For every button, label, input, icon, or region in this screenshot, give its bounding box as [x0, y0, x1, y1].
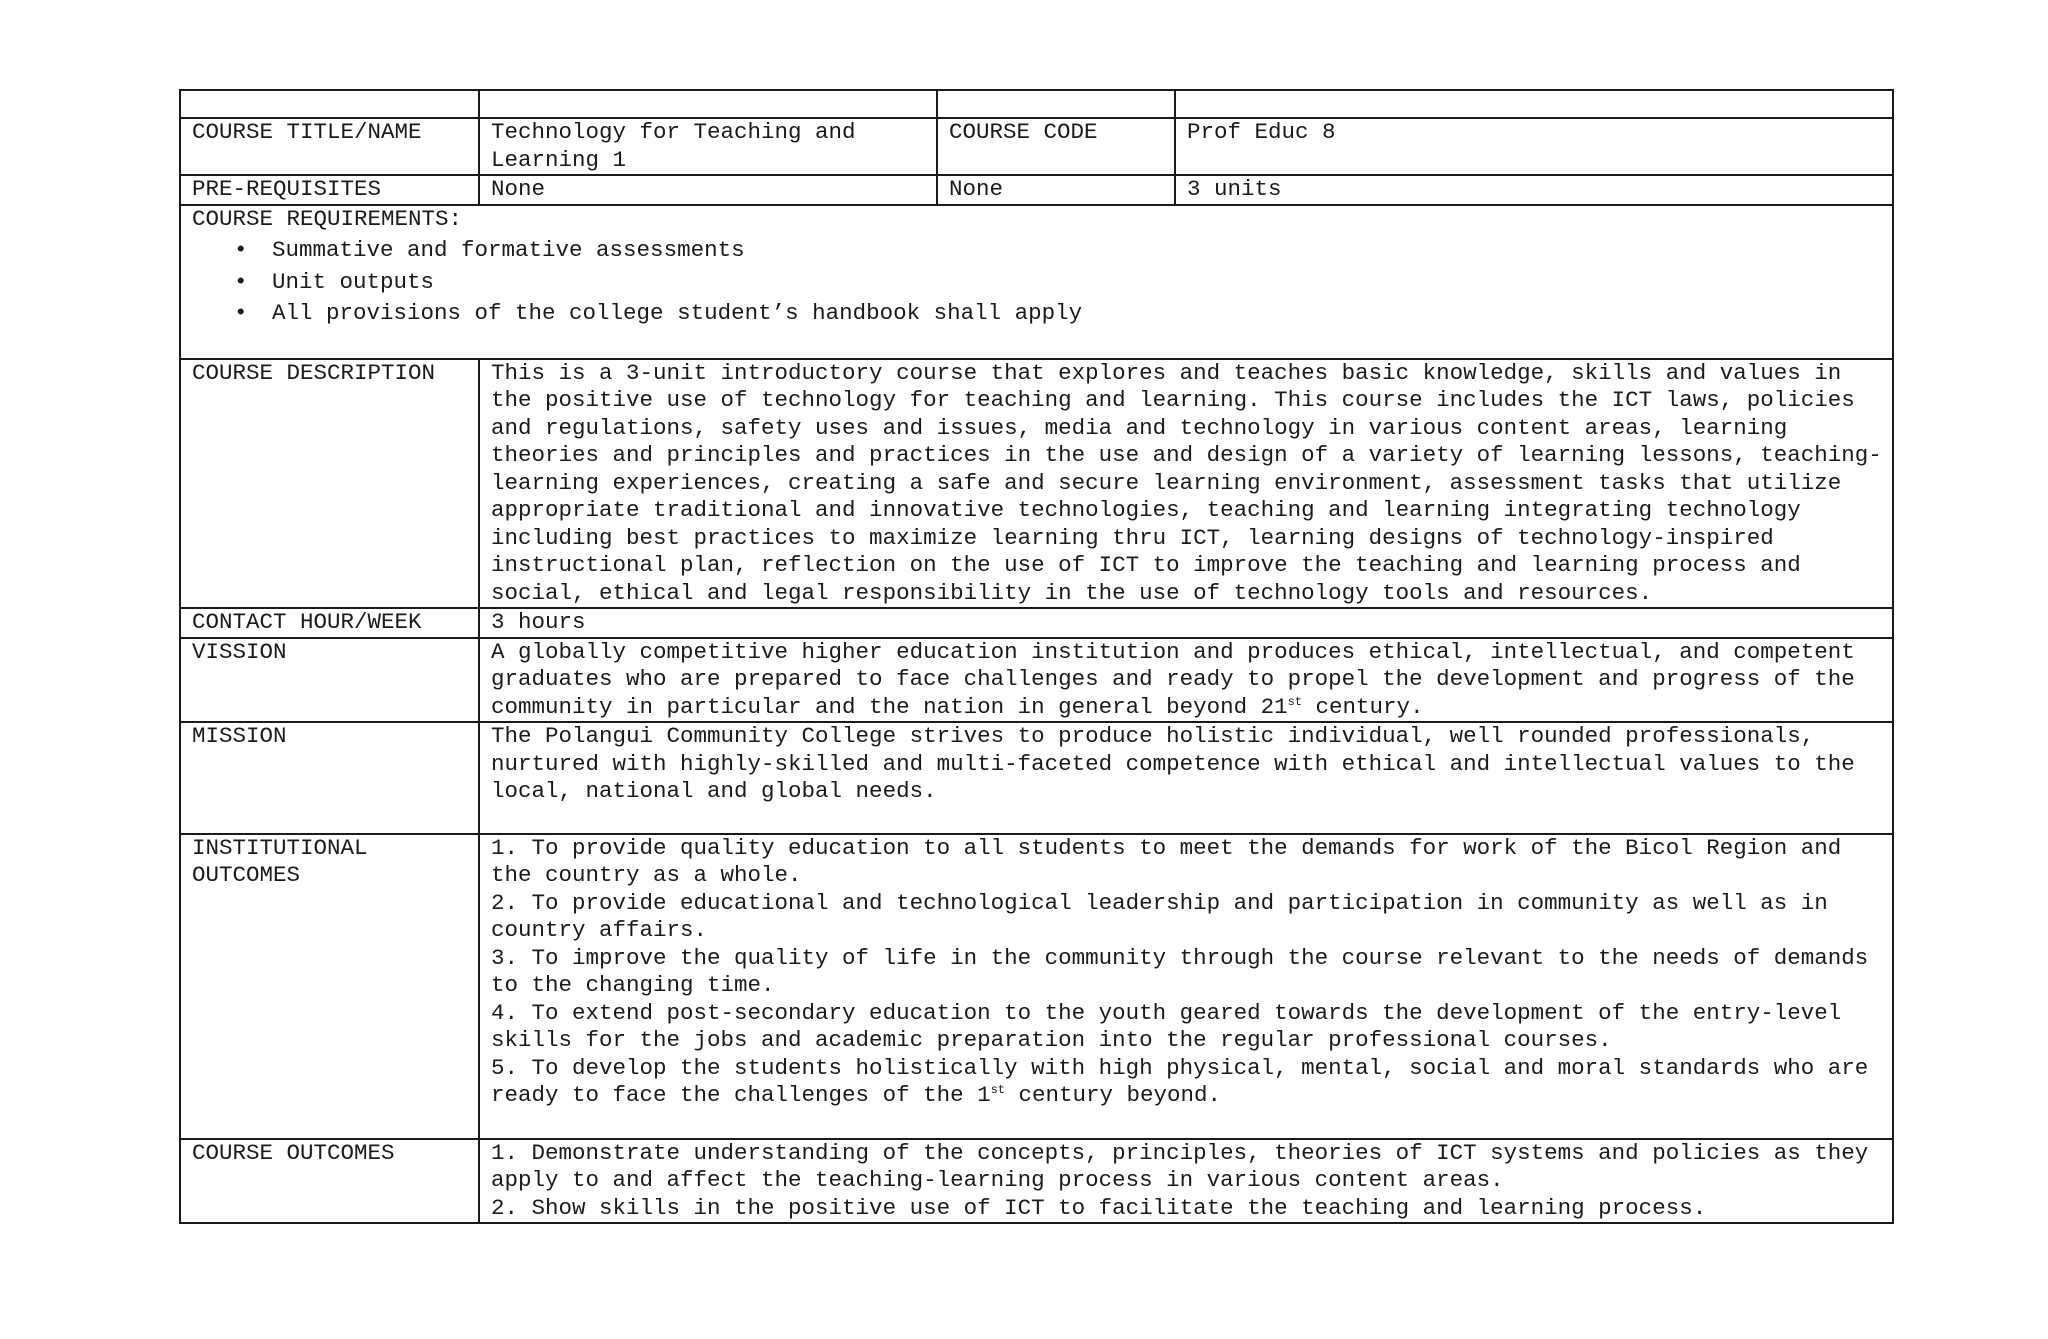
course-outcomes-label: COURSE OUTCOMES — [180, 1139, 479, 1224]
contact-hours-row — [180, 608, 1893, 638]
contact-hours-value: 3 hours — [479, 608, 1893, 638]
list-item: 4. To extend post-secondary education to the youth geared towards the development of the entry-level skills for the jobs and academic preparation into the regular professional courses. — [491, 999, 1855, 1053]
course-requirements-cell — [180, 205, 1893, 359]
contact-hours-label: CONTACT HOUR/WEEK — [180, 608, 479, 638]
course-syllabus-table — [179, 89, 1894, 1224]
prerequisites-label: PRE-REQUISITES — [180, 175, 479, 205]
list-item: 1. Demonstrate understanding of the concepts, principles, theories of ICT systems and policies as they apply to and affect the teaching-learning process in various content areas. — [491, 1139, 1882, 1193]
institutional-outcomes-list — [479, 834, 1893, 1139]
prerequisites-value-2: None — [937, 175, 1175, 205]
course-units: 3 units — [1175, 175, 1893, 205]
institutional-outcomes-row — [180, 834, 1893, 1139]
list-item: 1. To provide quality education to all students to meet the demands for work of the Bicol Region and the country as a whole. — [491, 834, 1855, 888]
course-code-label: COURSE CODE — [937, 118, 1175, 175]
course-title-label: COURSE TITLE/NAME — [180, 118, 479, 175]
blank-cell — [479, 90, 937, 118]
course-requirements-label: COURSE REQUIREMENTS: — [192, 205, 463, 232]
bullet-icon: • — [234, 268, 248, 295]
institutional-outcomes-label: INSTITUTIONAL OUTCOMES — [180, 834, 479, 1139]
vision-text-end: century. — [1302, 693, 1424, 720]
requirements-list — [192, 235, 1882, 330]
course-description-text: This is a 3-unit introductory course that explores and teaches basic knowledge, skills and values in the positive use of technology for teaching and learning. This course includes the ICT laws, policies and regulations, safety uses and issues, media and technology in various content areas, learning theories and principles and practices in the use and design of a variety of learning lessons, teaching-learning experiences, creating a safe and secure learning environment, assessment tasks that utilize appropriate traditional and innovative technologies, teaching and learning integrating technology including best practices to maximize learning thru ICT, learning designs of technology-inspired instructional plan, reflection on the use of ICT to improve the teaching and learning process and social, ethical and legal responsibility in the use of technology tools and resources. — [479, 359, 1893, 609]
prerequisites-value: None — [479, 175, 937, 205]
course-requirements-row — [180, 205, 1893, 359]
blank-cell — [937, 90, 1175, 118]
vision-text-cell — [479, 638, 1893, 723]
list-item — [491, 1055, 1882, 1110]
vision-label: VISSION — [180, 638, 479, 723]
bullet-icon: • — [234, 237, 248, 263]
mission-row — [180, 722, 1893, 834]
blank-cell — [180, 90, 479, 118]
course-outcomes-row — [180, 1139, 1893, 1224]
list-item — [234, 298, 1882, 330]
list-item: 2. Show skills in the positive use of ICT to facilitate the teaching and learning process. — [491, 1194, 1707, 1221]
requirement-text: Summative and formative assessments — [272, 237, 745, 263]
outcome-5-text: 5. To develop the students holistically with high physical, mental, social and moral standards who are ready to face the challenges of the 1 — [491, 1054, 1882, 1108]
requirement-text: All provisions of the college student’s handbook shall apply — [272, 300, 1083, 326]
bullet-icon: • — [234, 300, 248, 326]
vision-text: A globally competitive higher education institution and produces ethical, intellectual, and competent graduates who are prepared to face challenges and ready to propel the development and progress of the community in particular and the nation in general beyond 21 — [491, 638, 1869, 720]
blank-cell — [1175, 90, 1893, 118]
prerequisites-row — [180, 175, 1893, 205]
requirement-text: Unit outputs — [272, 268, 435, 295]
list-item: 3. To improve the quality of life in the community through the course relevant to the needs of demands to the changing time. — [491, 944, 1882, 998]
list-item — [234, 235, 1882, 267]
course-outcomes-list — [479, 1139, 1893, 1224]
list-item: 2. To provide educational and technological leadership and participation in community as well as in country affairs. — [491, 889, 1842, 943]
outcome-5-text-end: century beyond. — [1005, 1082, 1222, 1108]
course-description-row — [180, 359, 1893, 609]
mission-label: MISSION — [180, 722, 479, 834]
mission-text: The Polangui Community College strives to produce holistic individual, well rounded professionals, nurtured with highly-skilled and multi-faceted competence with ethical and intellectual values to the local, national and global needs. — [479, 722, 1893, 834]
vision-row — [180, 638, 1893, 723]
course-code-value: Prof Educ 8 — [1175, 118, 1893, 175]
course-title-value: Technology for Teaching and Learning 1 — [479, 118, 937, 175]
outcome-5-ordinal-suffix: st — [990, 1083, 1005, 1097]
blank-header-row — [180, 90, 1893, 118]
list-item — [234, 267, 1882, 299]
course-title-row — [180, 118, 1893, 175]
course-description-label: COURSE DESCRIPTION — [180, 359, 479, 609]
vision-ordinal-suffix: st — [1287, 694, 1303, 709]
